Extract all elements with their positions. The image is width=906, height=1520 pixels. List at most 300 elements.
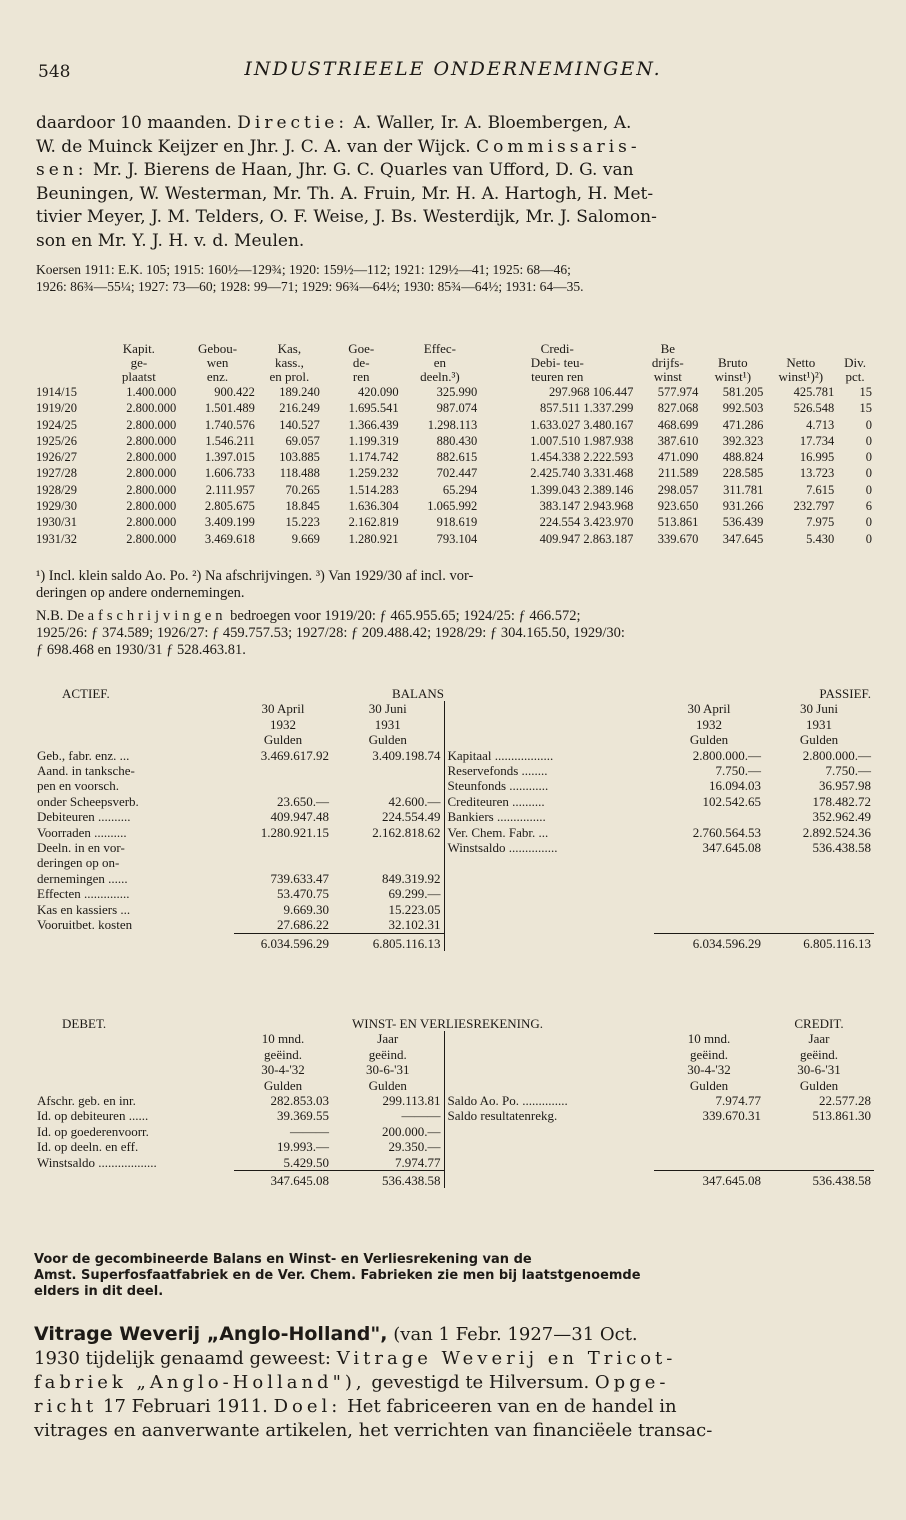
header-cell: winst¹)²) (778, 369, 824, 384)
table-cell: 2.800.000 (126, 417, 177, 432)
table-cell: 5.429.50 (283, 1154, 329, 1170)
header-cell: Credi- (540, 341, 574, 356)
table-cell: 513.861 (657, 515, 699, 530)
table-row (34, 886, 874, 901)
header-cell: Bruto (718, 355, 748, 370)
header-cell: Goe- (348, 341, 375, 356)
column-heading: 1931 (806, 716, 832, 732)
table-row (34, 384, 874, 400)
table-cell: 23.650.— (277, 793, 329, 809)
table-cell: 339.670.31 (702, 1108, 761, 1124)
column-heading: Jaar (808, 1031, 830, 1047)
table-cell: 228.585 (722, 466, 764, 481)
table-cell (332, 855, 444, 870)
header-cell: Netto (786, 355, 816, 370)
table-cell: 1.065.992 (427, 499, 478, 514)
table-cell: 216.249 (279, 401, 320, 416)
table-cell: 2.892.524.36 (802, 824, 871, 840)
table-cell: 827.068 (657, 401, 699, 416)
header-cell: plaatst (121, 369, 156, 384)
row-label: Saldo resultatenrekg. (444, 1108, 654, 1123)
table-cell: 7.974.77 (715, 1093, 761, 1109)
table-cell (332, 840, 444, 855)
table-cell: 2.800.000 (126, 515, 177, 530)
passief-label: PASSIEF. (819, 686, 871, 701)
table-cell: 882.615 (436, 450, 478, 465)
header-cell: deeln.³) (420, 369, 460, 384)
table-cell: 1.400.000 (126, 385, 177, 399)
table-cell: 1.280.921.15 (260, 824, 329, 840)
table-cell: 29.350.— (388, 1139, 441, 1155)
table-cell (234, 855, 332, 870)
table-cell: 2.800.000 (126, 482, 177, 497)
table-cell: 102.542.65 (702, 793, 761, 809)
table-cell: 2.800.000.— (802, 747, 871, 763)
table-cell: 1.259.232 (348, 466, 399, 481)
column-heading: 1931 (374, 716, 401, 732)
row-label: Id. op goederenvoorr. (37, 1123, 149, 1139)
table-cell: 7.615 (806, 482, 835, 497)
table-cell: 0 (865, 531, 872, 546)
table-cell: 1.399.043 2.389.146 (530, 482, 634, 497)
balans-heading-row (34, 686, 874, 701)
year-cell: 1914/15 (36, 385, 77, 399)
table-cell: 1.633.027 3.480.167 (530, 417, 634, 432)
table-cell: 1.007.510 1.987.938 (530, 433, 634, 448)
header-cell: Effec- (423, 341, 457, 356)
table-cell: 297.968 106.447 (548, 385, 634, 399)
row-label: Ver. Chem. Fabr. ... (444, 825, 654, 840)
header-cell: Kas, (277, 341, 302, 356)
commissarissen-label: Commissaris- (476, 136, 641, 157)
header-cell: Debi- teu- (530, 355, 584, 370)
table-cell: 0 (865, 482, 872, 497)
table-cell: 409.947 2.863.187 (539, 531, 634, 546)
table-cell: 488.824 (722, 450, 764, 465)
table-cell: 339.670 (657, 531, 699, 546)
table-row (34, 400, 874, 416)
table-cell: 311.781 (723, 482, 764, 497)
year-cell: 1929/30 (36, 499, 77, 514)
table-cell: 299.113.81 (382, 1093, 441, 1109)
table-cell: 536.439 (722, 515, 764, 530)
table-cell: 4.713 (806, 417, 835, 432)
table-cell: 2.800.000 (126, 401, 177, 416)
winst-table (34, 1016, 874, 1188)
row-label: Aand. in tanksche- (37, 763, 135, 779)
table-cell: 13.723 (799, 466, 835, 481)
table-row (34, 778, 874, 793)
table-row (34, 514, 874, 530)
column-heading: 10 mnd. (261, 1031, 305, 1047)
nb-note: N.B. De afschrijvingen bedroegen voor 1919/20: ƒ 465.955.65; 1924/25: ƒ 466.572; 1925/26: ƒ 374.589; 1926/27: ƒ 459.757.53; 1927/28: ƒ 209.488.42; 1928/29: ƒ 304.165.50, 1929/30: ƒ 698.468 en 1930/31 ƒ 528.463.81. (36, 608, 625, 658)
header-cell (34, 370, 100, 384)
column-heading-row (34, 1047, 874, 1062)
column-heading: Gulden (368, 732, 407, 748)
header-cell (765, 342, 836, 356)
table-row (34, 902, 874, 917)
table-cell: 1.501.489 (204, 401, 255, 416)
column-heading-row (34, 701, 874, 716)
header-cell: teuren ren (531, 369, 584, 384)
table-cell: 1.174.742 (348, 450, 399, 465)
table-cell: 392.323 (722, 433, 764, 448)
directie-label: Directie: (237, 113, 349, 133)
table-cell: 211.589 (658, 466, 699, 481)
header-cell (34, 356, 100, 370)
row-label: Crediteuren .......... (444, 794, 654, 809)
table-cell: 857.511 1.337.299 (540, 401, 634, 416)
row-label: Bankiers ............... (444, 809, 654, 824)
table-cell: 1.280.921 (348, 531, 399, 546)
table-cell: 325.990 (436, 385, 478, 399)
column-heading: 30-6-'31 (365, 1062, 410, 1078)
table-row (34, 465, 874, 481)
table-cell (234, 778, 332, 793)
header-cell: enz. (206, 369, 229, 384)
table-cell: 468.699 (657, 417, 699, 432)
column-heading-row (34, 717, 874, 732)
table-cell: 282.853.03 (270, 1093, 329, 1109)
table-cell: 15 (859, 385, 872, 399)
koersen-text: Koersen 1911: E.K. 105; 1915: 160½—129¾; 1920: 159½—112; 1921: 129½—41; 1925: 68—46; 1926: 86¾—55¼; 1927: 73—60; 1928: 99—71; 1929: 96¾—64½; 1930: 85¾—64½; 1931: 64—35. (36, 262, 584, 294)
table-cell: 3.469.618 (204, 531, 255, 546)
column-heading: Gulden (799, 732, 839, 748)
table-header-row (34, 370, 874, 384)
column-heading: 30 April (261, 701, 305, 717)
table-cell: 1.366.439 (348, 417, 399, 432)
table-row (34, 449, 874, 465)
column-heading: 1932 (270, 716, 296, 732)
table-cell: 2.800.000 (126, 433, 177, 448)
table-cell: 1.298.113 (427, 417, 478, 432)
header-cell: de- (352, 355, 370, 370)
balans-totals-row: 6.034.596.29 6.805.116.13 6.034.596.29 6.805.116.13 (34, 933, 874, 951)
table-cell: 0 (865, 433, 872, 448)
row-label: pen en voorsch. (37, 778, 119, 794)
header-cell: pct. (845, 369, 865, 384)
row-label: Voorraden .......... (37, 824, 127, 840)
table-cell: 2.162.818.62 (372, 824, 441, 840)
table-cell: 69.299.— (388, 886, 441, 902)
table-row (34, 871, 874, 886)
table-cell: 16.094.03 (709, 778, 761, 794)
column-heading-row (34, 732, 874, 747)
year-cell: 1919/20 (36, 401, 77, 416)
column-heading-row (34, 1031, 874, 1046)
table-cell (654, 809, 764, 824)
row-label: deringen op on- (37, 855, 120, 871)
table-row (34, 840, 874, 855)
table-cell: 16.995 (799, 450, 835, 465)
table-header-row (34, 342, 874, 356)
table-cell: 7.975 (806, 515, 835, 530)
table-cell: 0 (865, 466, 872, 481)
table-row (34, 1108, 874, 1123)
table-cell: 1.546.211 (205, 433, 255, 448)
table-cell: 9.669 (291, 531, 320, 546)
balans-table (34, 686, 874, 951)
column-heading-row (34, 1078, 874, 1093)
row-label: Saldo Ao. Po. .............. (444, 1093, 654, 1108)
table-cell: 3.409.199 (204, 515, 255, 530)
row-label: Reservefonds ........ (444, 763, 654, 778)
row-label: Geb., fabr. enz. ... (37, 747, 130, 763)
vitrage-entry: Vitrage Weverij „Anglo-Holland", (van 1 Febr. 1927—31 Oct. 1930 tijdelijk genaamd geweest: Vitrage Weverij en Tricot- fabriek „Anglo-Holland"), gevestigd te Hilversum. Opge- richt 17 Februari 1911. Doel: Het fabriceeren van en de handel in vitrages en aanverwante artikelen, het verrichten van financiëele transac- (34, 1323, 713, 1441)
year-cell: 1931/32 (36, 531, 77, 546)
table-cell: 7.750.— (825, 763, 871, 779)
table-cell: 383.147 2.943.968 (539, 499, 634, 514)
table-cell: 1.740.576 (204, 417, 255, 432)
table-cell: 53.470.75 (277, 886, 329, 902)
table-cell: 22.577.28 (819, 1093, 871, 1109)
table-cell: 739.633.47 (270, 870, 329, 886)
table-cell: 103.885 (279, 450, 320, 465)
table-cell: 2.111.957 (205, 482, 255, 497)
column-heading: 30 April (687, 701, 731, 717)
column-heading: 30-6-'31 (797, 1062, 841, 1078)
table-row (34, 433, 874, 449)
balans-title: BALANS (392, 686, 445, 701)
table-row (34, 825, 874, 840)
table-cell: 200.000.— (382, 1123, 441, 1139)
table-cell: 471.286 (722, 417, 764, 432)
header-cell: Gebou- (198, 341, 238, 356)
table-cell: 347.645 (722, 531, 764, 546)
column-heading: 30 Juni (368, 701, 407, 717)
table-row (34, 748, 874, 763)
table-cell: 7.974.77 (395, 1154, 441, 1170)
table-cell: 425.781 (793, 385, 835, 399)
column-heading: geëind. (368, 1046, 407, 1062)
running-title: INDUSTRIEELE ONDERNEMINGEN. (244, 58, 662, 80)
table-cell: 923.650 (657, 499, 699, 514)
column-heading: geëind. (800, 1046, 838, 1062)
table-cell: 298.057 (657, 482, 699, 497)
table-cell: 36.957.98 (819, 778, 871, 794)
table-cell (332, 763, 444, 778)
winst-heading-row (34, 1016, 874, 1031)
kapitaal-table (34, 342, 874, 547)
table-row (34, 917, 874, 933)
header-cell: Div. (844, 355, 867, 370)
column-heading: Jaar (377, 1031, 399, 1047)
header-cell: winst¹) (714, 369, 752, 384)
header-cell (34, 342, 100, 356)
header-cell: winst (653, 369, 682, 384)
table-cell: 1.606.733 (204, 466, 255, 481)
column-heading: 30-4-'32 (687, 1062, 731, 1078)
page-number: 548 (38, 62, 71, 82)
table-cell: 409.947.48 (270, 809, 329, 825)
table-cell (234, 763, 332, 778)
table-cell: 224.554 3.423.970 (539, 515, 634, 530)
table-cell: 471.090 (657, 450, 699, 465)
table-cell: 0 (865, 450, 872, 465)
table-row (34, 1155, 874, 1171)
header-cell: ge- (130, 355, 148, 370)
table-cell: 900.422 (214, 385, 255, 399)
row-label: Id. op debiteuren ...... (37, 1108, 149, 1124)
table-cell: 513.861.30 (812, 1108, 871, 1124)
row-label: Deeln. in en vor- (37, 840, 125, 856)
column-heading: 10 mnd. (687, 1031, 731, 1047)
table-row (34, 1093, 874, 1108)
table-row (34, 1124, 874, 1139)
header-cell: wen (206, 355, 229, 370)
header-cell: ren (352, 369, 370, 384)
table-cell: 65.294 (442, 482, 478, 497)
table-cell: 32.102.31 (388, 917, 441, 933)
table-cell: 2.800.000 (126, 531, 177, 546)
row-label: Winstsaldo ............... (444, 840, 654, 855)
table-cell: 347.645.08 (702, 840, 761, 856)
header-cell: Kapit. (122, 341, 155, 356)
table-cell: 2.800.000.— (692, 747, 761, 763)
table-cell: 526.548 (793, 401, 835, 416)
row-label: Kapitaal .................. (444, 748, 654, 763)
column-heading: Gulden (689, 732, 729, 748)
column-heading: Gulden (368, 1077, 407, 1093)
header-cell: Be (660, 341, 676, 356)
table-cell: 189.240 (279, 385, 320, 399)
table-row (34, 498, 874, 514)
table-cell: 9.669.30 (283, 901, 329, 917)
row-label: Effecten .............. (37, 886, 130, 902)
table-cell: 1.397.015 (204, 450, 255, 465)
directie-paragraph: daardoor 10 maanden. Directie: A. Waller, Ir. A. Bloembergen, A. W. de Muinck Keijzer en Jhr. J. C. A. van der Wijck. Commissaris- sen: Mr. J. Bierens de Haan, Jhr. G. C. Quarles van Ufford, D. G. van Beuningen, W. Westerman, Mr. Th. A. Fruin, Mr. H. A. Hartogh, H. Met- tivier Meyer, J. M. Telders, O. F. Weise, J. Bs. Westerdijk, Mr. J. Salomon- son en Mr. Y. J. H. v. d. Meulen. (36, 113, 657, 251)
table-cell: 6 (865, 499, 872, 514)
table-cell: 3.409.198.74 (372, 747, 441, 763)
header-cell: kass., (274, 355, 304, 370)
table-cell: 27.686.22 (277, 917, 329, 933)
table-cell: 42.600.— (388, 793, 441, 809)
column-heading: geëind. (690, 1046, 728, 1062)
table-cell: 118.488 (279, 466, 320, 481)
table-cell: 2.760.564.53 (692, 824, 761, 840)
table-cell: 387.610 (657, 433, 699, 448)
column-heading: Gulden (799, 1077, 839, 1093)
header-cell: en prol. (269, 369, 310, 384)
table-cell: 1.454.338 2.222.593 (530, 450, 634, 465)
column-heading: 30 Juni (800, 701, 838, 717)
column-heading: Gulden (689, 1077, 729, 1093)
winst-title: WINST- EN VERLIESREKENING. (352, 1016, 544, 1031)
table-cell (234, 840, 332, 855)
table-cell (332, 778, 444, 793)
table-row (34, 531, 874, 547)
table-cell: 2.162.819 (348, 515, 399, 530)
table-cell: 918.619 (436, 515, 478, 530)
table-cell: 793.104 (436, 531, 478, 546)
table-cell: 992.503 (722, 401, 764, 416)
year-cell: 1926/27 (36, 450, 77, 465)
table-cell: 70.265 (285, 482, 320, 497)
debet-label: DEBET. (62, 1016, 107, 1031)
column-heading: geëind. (264, 1046, 302, 1062)
table-cell: 2.800.000 (126, 466, 177, 481)
table-cell: 18.845 (285, 499, 320, 514)
table-row (34, 417, 874, 433)
table-header-row (34, 356, 874, 370)
table-cell: 19.993.— (277, 1139, 329, 1155)
company-name: Vitrage Weverij „Anglo-Holland", (34, 1323, 388, 1345)
actief-label: ACTIEF. (62, 686, 110, 701)
table-row (34, 809, 874, 824)
column-heading: 30-4-'32 (261, 1062, 305, 1078)
table-cell: 1.514.283 (348, 482, 399, 497)
table-cell: 17.734 (799, 433, 835, 448)
row-label: Vooruitbet. kosten (37, 917, 133, 933)
year-cell: 1927/28 (36, 466, 77, 481)
table-cell: 1.636.304 (348, 499, 399, 514)
table-cell: 224.554.49 (382, 809, 441, 825)
row-label: Id. op deeln. en eff. (37, 1139, 139, 1155)
combined-balance-note: Voor de gecombineerde Balans en Winst- en Verliesrekening van de Amst. Superfosfaatfabriek en de Ver. Chem. Fabrieken zie men bij laatstgenoemde elders in dit deel. (34, 1252, 641, 1299)
page-header (34, 58, 872, 88)
table-row (34, 482, 874, 498)
row-label: Steunfonds ............ (444, 778, 654, 793)
row-label: Debiteuren .......... (37, 809, 131, 825)
table-cell: 849.319.92 (382, 870, 441, 886)
row-label: dernemingen ...... (37, 870, 128, 886)
table-cell: 5.430 (806, 531, 835, 546)
header-cell: drijfs- (651, 355, 684, 370)
table-cell: 15.223.05 (388, 901, 441, 917)
table-cell: 420.090 (357, 385, 399, 399)
table-row (34, 855, 874, 870)
column-heading: Gulden (263, 732, 303, 748)
table-cell: 987.074 (436, 401, 478, 416)
table-cell: 140.527 (279, 417, 320, 432)
winst-totals-row: 347.645.08 536.438.58 347.645.08 536.438.58 (34, 1171, 874, 1189)
table-cell: 2.805.675 (204, 499, 255, 514)
table-cell: 1.199.319 (348, 433, 399, 448)
table-cell: 931.266 (722, 499, 764, 514)
row-label: Kas en kassiers ... (37, 901, 131, 917)
table-cell: 2.800.000 (126, 450, 177, 465)
table-row (34, 794, 874, 809)
header-cell (836, 342, 874, 356)
table-cell: 1.695.541 (348, 401, 399, 416)
table-cell: 2.800.000 (126, 499, 177, 514)
table-cell: 0 (865, 417, 872, 432)
kapitaal-footnotes: ¹) Incl. klein saldo Ao. Po. ²) Na afschrijvingen. ³) Van 1929/30 af incl. vor- deringen op andere ondernemingen. (36, 568, 474, 601)
credit-label: CREDIT. (794, 1016, 844, 1031)
table-cell: 7.750.— (715, 763, 761, 779)
table-cell: 15.223 (285, 515, 320, 530)
table-cell: 702.447 (436, 466, 478, 481)
table-cell: 15 (859, 401, 872, 416)
year-cell: 1930/31 (36, 515, 77, 530)
table-cell: 2.425.740 3.331.468 (530, 466, 634, 481)
table-cell: 0 (865, 515, 872, 530)
table-cell: 69.057 (285, 433, 320, 448)
column-heading: Gulden (263, 1077, 303, 1093)
column-heading: 1932 (696, 716, 722, 732)
header-cell (700, 342, 765, 356)
table-cell: 581.205 (722, 385, 764, 399)
table-cell: 352.962.49 (812, 809, 871, 825)
table-cell: 3.469.617.92 (260, 747, 329, 763)
table-cell: 232.797 (793, 499, 835, 514)
table-row (34, 1139, 874, 1154)
table-cell: 577.974 (657, 385, 699, 399)
column-heading-row (34, 1062, 874, 1077)
table-cell: 880.430 (436, 433, 478, 448)
table-cell: 178.482.72 (812, 793, 871, 809)
row-label: Winstsaldo .................. (37, 1154, 157, 1170)
